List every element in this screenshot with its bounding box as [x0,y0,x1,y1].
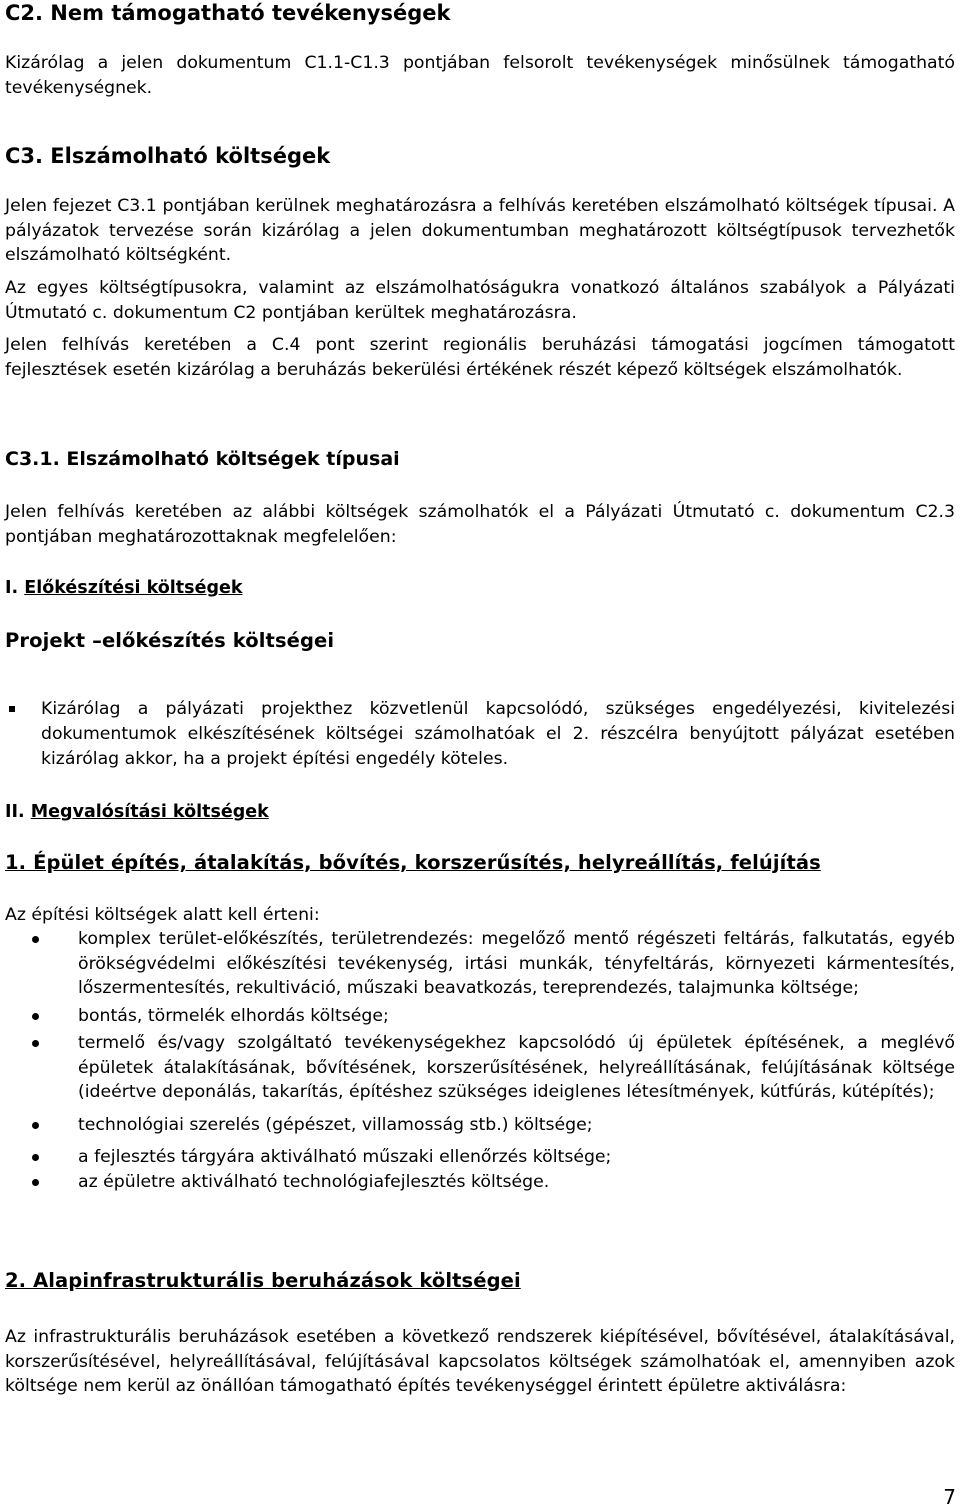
list-item [5,1170,955,1195]
paragraph-c3-2: Az egyes költségtípusokra, valamint az elszámolhatóságukra vonatkozó általános szabályok a Pályázati Útmutató c. dokumentum C2 pontjában kerültek meghatározásra. [5,278,955,323]
list-item-text: technológiai szerelés (gépészet, villamosság stb.) költsége; [78,1114,593,1135]
section-1-list [5,697,955,772]
bullet-icon [32,1122,39,1129]
section-1-number: I. [5,578,19,598]
section-heading-c3: C3. Elszámolható költségek [5,144,331,168]
section-heading-c31: C3.1. Elszámolható költségek típusai [5,448,400,470]
square-bullet-icon [9,706,15,712]
list-item [5,1145,955,1170]
paragraph-infrastrukturalis: Az infrastrukturális beruházások esetében a következő rendszerek kiépítésével, bővítésével, átalakításával, korszerűsítésével, helyreállításával, felújításával kapcsolatos költségek számolhatóak el, amennyiben azok költsége nem kerül az önállóan támogatható építés tevékenységgel érintett épületre aktiválásra: [5,1327,955,1396]
heading-section-1 [5,576,243,600]
section-2-number: II. [5,802,25,822]
paragraph-c31: Jelen felhívás keretében az alábbi költségek számolhatók el a Pályázati Útmutató c. dokumentum C2.3 pontjában meghatározottaknak megfelelően: [5,502,955,547]
list-item [5,1031,955,1105]
paragraph-c3-1: Jelen fejezet C3.1 pontjában kerülnek meghatározásra a felhívás keretében elszámolható költségek típusai. A pályázatok tervezése során kizárólag a jelen dokumentumban meghatározott költségtípusok tervezhetők elszámolható költségként. [5,196,955,265]
list-item-text: a fejlesztés tárgyára aktiválható műszaki ellenőrzés költsége; [78,1147,612,1167]
paragraph-c3-3: Jelen felhívás keretében a C.4 pont szerint regionális beruházási támogatási jogcímen támogatott fejlesztések esetén kizárólag a beruházás bekerülési értékének részét képező költségek elszámolhatók. [5,335,955,380]
bullet-icon [32,936,39,943]
bullet-icon [32,1040,39,1047]
list-item-text: Kizárólag a pályázati projekthez közvetlenül kapcsolódó, szükséges engedélyezési, kivitelezési dokumentumok elkészítésének költségei számolhatóak el 2. részcélra benyújtott pályázat esetében kizárólag akkor, ha a projekt építési engedély köteles. [41,699,955,769]
section-heading-c2: C2. Nem támogatható tevékenységek [5,1,451,25]
bullet-icon [32,1179,39,1186]
page-number: 7 [943,1485,956,1509]
list-item-text: bontás, törmelék elhordás költsége; [78,1005,389,1026]
sub-heading-alapinfrastrukturalis: 2. Alapinfrastrukturális beruházások költségei [5,1269,521,1292]
paragraph-c2: Kizárólag a jelen dokumentum C1.1-C1.3 pontjában felsorolt tevékenységek minősülnek támogatható tevékenységnek. [5,53,955,98]
list-item [5,1004,955,1029]
heading-section-2 [5,800,269,824]
list-item-text: az épületre aktiválható technológiafejlesztés költsége. [78,1171,550,1192]
section-1-title: Előkészítési költségek [24,578,243,598]
list-item [5,1113,955,1138]
sub-heading-epulet-epites: 1. Épület építés, átalakítás, bővítés, korszerűsítés, helyreállítás, felújítás [5,851,821,874]
list-item [5,927,955,1001]
bullet-icon [32,1154,39,1161]
list-item-text: komplex terület-előkészítés, területrendezés: megelőző mentő régészeti feltárás, falkutatás, egyéb örökségvédelmi előkészítési tevékenység, irtási munkák, tényfeltárás, környezeti kármentesítés, lőszermentesítés, rekultiváció, műszaki beavatkozás, tereprendezés, talajmunka költsége; [78,929,955,998]
paragraph-epitesi-koltsegek-intro: Az építési költségek alatt kell érteni: [5,905,320,925]
list-item [5,697,955,772]
section-2-title: Megvalósítási költségek [30,802,269,822]
section-2-list [5,927,955,1194]
list-item-text: termelő és/vagy szolgáltató tevékenységekhez kapcsolódó új épületek építésének, a meglévő épületek átalakításának, bővítésének, korszerűsítésének, helyreállításának, felújításának költsége (ideértve deponálás, takarítás, építéshez szükséges ideiglenes létesítmények, kútfúrás, kútépítés); [78,1033,955,1102]
sub-heading-projekt-elokeszites: Projekt –előkészítés költségei [5,629,335,652]
bullet-icon [32,1013,39,1020]
